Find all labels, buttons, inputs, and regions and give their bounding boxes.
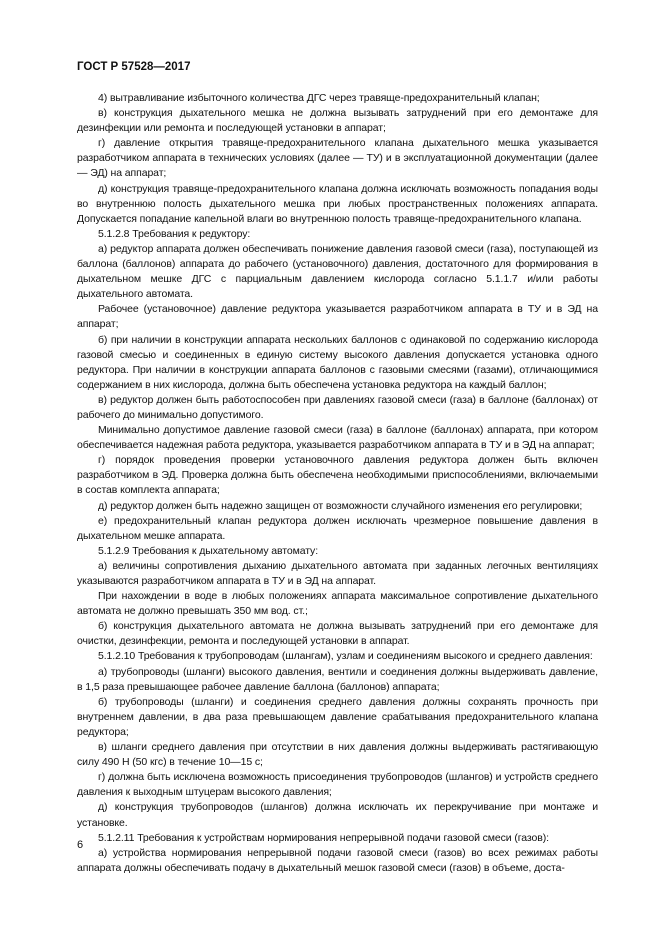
document-body <box>77 91 598 876</box>
document-header: ГОСТ Р 57528—2017 <box>77 61 191 73</box>
paragraph: г) давление открытия травяще-предохранительного клапана дыхательного мешка указывается разработчиком аппарата в технических условиях (далее — ТУ) и в эксплуатационной документации (далее — ЭД) на аппарат; <box>77 137 598 180</box>
paragraph: а) трубопроводы (шланги) высокого давления, вентили и соединения должны выдерживать давление, в 1,5 раза превышающее рабочее давление баллона (баллонов) аппарата; <box>77 665 598 693</box>
paragraph: а) величины сопротивления дыханию дыхательного автомата при заданных легочных вентиляциях указываются разработчиком аппарата в ТУ и в ЭД на аппарат. <box>77 559 598 587</box>
paragraph: б) при наличии в конструкции аппарата нескольких баллонов с одинаковой по содержанию кислорода газовой смесью и соединенных в единую систему высокого давления допускается установка одного редуктора. При наличии в конструкции аппарата баллонов с газовыми смесями (газами), отличающимися содержанием в них кислорода, должна быть обеспечена установка редуктора на каждый баллон; <box>77 333 598 391</box>
paragraph: в) редуктор должен быть работоспособен при давлениях газовой смеси (газа) в баллоне (баллонах) от рабочего до минимально допустимого. <box>77 393 598 421</box>
section-heading: 5.1.2.9 Требования к дыхательному автомату: <box>98 544 319 557</box>
paragraph: а) устройства нормирования непрерывной подачи газовой смеси (газов) во всех режимах работы аппарата должны обеспечивать подачу в дыхательный мешок газовой смеси (газов) в объеме, доста- <box>77 846 598 874</box>
paragraph: б) трубопроводы (шланги) и соединения среднего давления должны сохранять прочность при внутреннем давлении, в два раза превышающем давление срабатывания предохранительного клапана редуктора; <box>77 695 598 738</box>
paragraph: д) конструкция трубопроводов (шлангов) должна исключать их перекручивание при монтаже и установке. <box>77 801 598 829</box>
paragraph: При нахождении в воде в любых положениях аппарата максимальное сопротивление дыхательного автомата не должно превышать 350 мм вод. ст.; <box>77 590 598 618</box>
paragraph: д) конструкция травяще-предохранительного клапана должна исключать возможность попадания воды во внутреннюю полость дыхательного мешка при любых пространственных положениях аппарата. Допускается попадание капельной влаги во внутреннюю полость травяще-предохранительного клапана. <box>77 182 598 225</box>
section-heading: 5.1.2.8 Требования к редуктору: <box>98 227 251 240</box>
paragraph: в) шланги среднего давления при отсутствии в них давления должны выдерживать растягивающую силу 490 Н (50 кгс) в течение 10—15 с; <box>77 741 598 769</box>
paragraph: е) предохранительный клапан редуктора должен исключать чрезмерное повышение давления в дыхательном мешке аппарата. <box>77 514 598 542</box>
paragraph: а) редуктор аппарата должен обеспечивать понижение давления газовой смеси (газа), поступающей из баллона (баллонов) аппарата до рабочего (установочного) давления, достаточного для формирования в дыхательном мешке ДГС с парциальным давлением кислорода согласно 5.1.1.7 и/или работы дыхательного автомата. <box>77 242 598 301</box>
paragraph: в) конструкция дыхательного мешка не должна вызывать затруднений при его демонтаже для дезинфекции или ремонта и последующей установки в аппарат; <box>77 107 598 135</box>
paragraph: Рабочее (установочное) давление редуктора указывается разработчиком аппарата в ТУ и в ЭД на аппарат; <box>77 303 598 331</box>
paragraph: Минимально допустимое давление газовой смеси (газа) в баллоне (баллонах) аппарата, при котором обеспечивается надежная работа редуктора, указывается разработчиком аппарата в ТУ и в ЭД на аппарат; <box>77 424 598 452</box>
paragraph: б) конструкция дыхательного автомата не должна вызывать затруднений при его демонтаже для очистки, дезинфекции, ремонта и последующей установки в аппарат. <box>77 620 598 648</box>
section-heading: 5.1.2.10 Требования к трубопроводам (шлангам), узлам и соединениям высокого и среднего давления: <box>98 650 593 663</box>
paragraph: 4) вытравливание избыточного количества ДГС через травяще-предохранительный клапан; <box>98 92 540 104</box>
section-heading: 5.1.2.11 Требования к устройствам нормирования непрерывной подачи газовой смеси (газов): <box>98 831 549 844</box>
paragraph: г) должна быть исключена возможность присоединения трубопроводов (шлангов) и устройств среднего давления к выходным штуцерам высокого давления; <box>77 771 598 799</box>
paragraph: г) порядок проведения проверки установочного давления редуктора должен быть включен разработчиком в ЭД. Проверка должна быть обеспечена необходимыми приспособлениями, включаемыми в состав комплекта аппарата; <box>77 454 598 497</box>
paragraph: д) редуктор должен быть надежно защищен от возможности случайного изменения его регулировки; <box>98 499 583 512</box>
page-number: 6 <box>77 839 84 851</box>
